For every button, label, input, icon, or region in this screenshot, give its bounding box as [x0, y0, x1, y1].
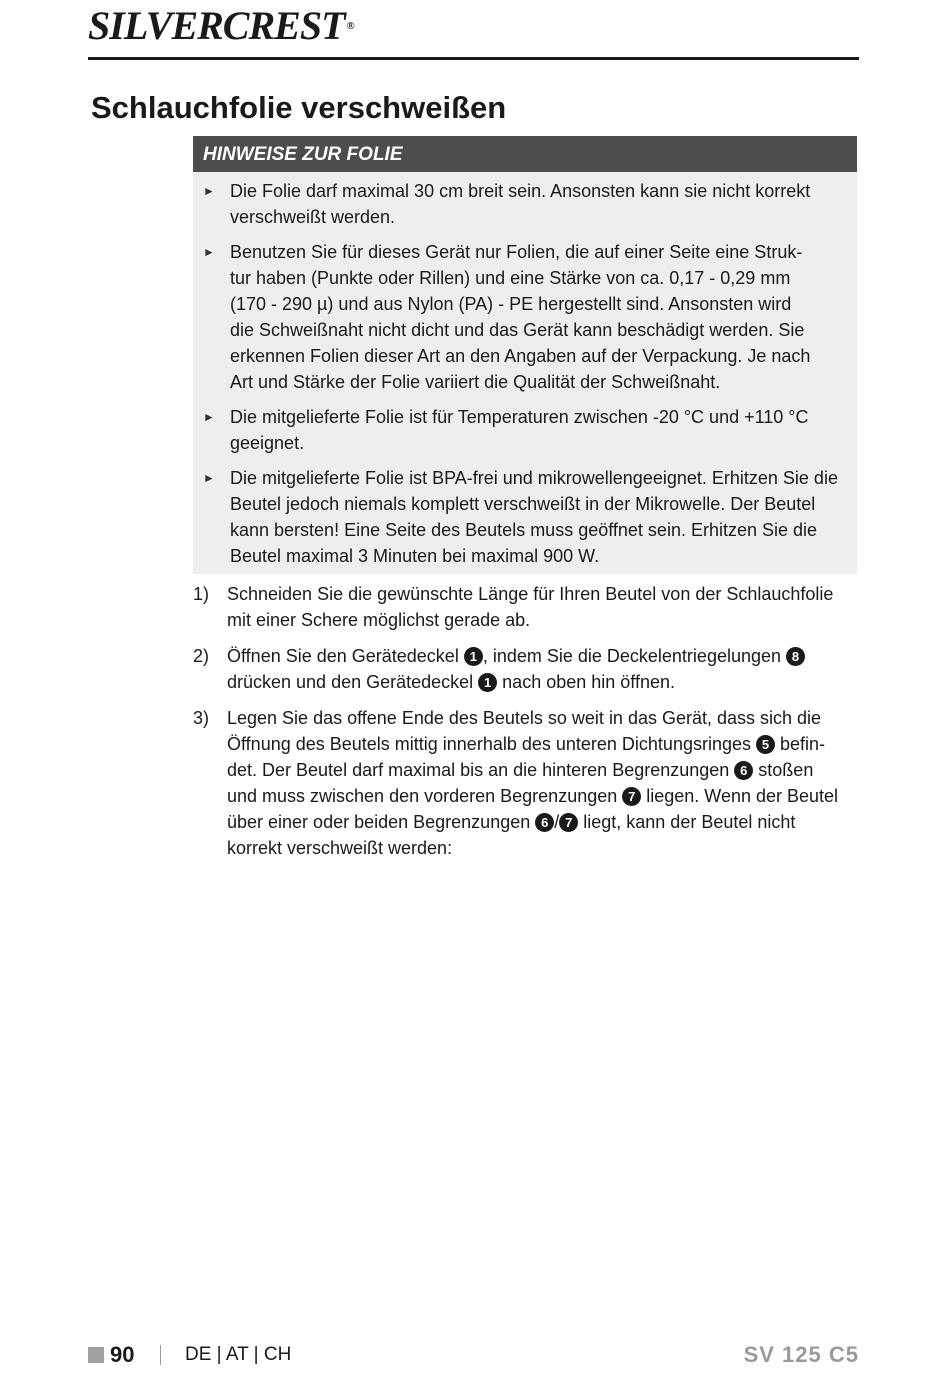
step-line: Legen Sie das offene Ende des Beutels so weit in das Gerät, dass sich die: [227, 708, 822, 728]
part-ref-badge: 1: [478, 673, 497, 692]
note-line: tur haben (Punkte oder Rillen) und eine Stärke von ca. 0,17 - 0,29 mm: [230, 268, 791, 288]
bullet-arrow-icon: ►: [203, 410, 215, 424]
step-text: liegen. Wenn der Beutel: [641, 786, 839, 806]
registered-mark: ®: [346, 20, 354, 32]
step-text: stoßen: [753, 760, 814, 780]
step-number: 3): [193, 708, 210, 728]
step-text: drücken und den Gerätedeckel: [227, 672, 479, 692]
part-ref-badge: 6: [535, 813, 554, 832]
page-marker-square-icon: [88, 1347, 104, 1363]
step-line: mit einer Schere möglichst gerade ab.: [227, 610, 531, 630]
note-item: [193, 404, 857, 456]
note-item: [193, 465, 857, 569]
step-text: befin-: [775, 734, 826, 754]
note-line: Die mitgelieferte Folie ist BPA-frei und mikrowellengeeignet. Erhitzen Sie die: [230, 468, 838, 488]
brand-name: SILVERCREST: [88, 3, 345, 48]
note-line: Benutzen Sie für dieses Gerät nur Folien, die auf einer Seite eine Struk-: [230, 242, 803, 262]
bullet-arrow-icon: ►: [203, 245, 215, 259]
footer-divider: [160, 1345, 161, 1365]
step-1: [193, 581, 859, 633]
step-line: [227, 643, 859, 669]
note-line: die Schweißnaht nicht dicht und das Gerät kann beschädigt werden. Sie: [230, 320, 805, 340]
step-text: Öffnung des Beutels mittig innerhalb des unteren Dichtungsringes: [227, 734, 756, 754]
part-ref-badge: 5: [756, 735, 775, 754]
brand-logo: [88, 3, 354, 48]
note-line: Die Folie darf maximal 30 cm breit sein. Ansonsten kann sie nicht korrekt: [230, 181, 811, 201]
step-line: [227, 809, 859, 835]
model-number: SV 125 C5: [743, 1342, 859, 1367]
note-line: erkennen Folien dieser Art an den Angaben auf der Verpackung. Je nach: [230, 346, 811, 366]
step-text: , indem Sie die Deckelentriegelungen: [482, 646, 787, 666]
step-line: [227, 731, 859, 757]
step-line: [227, 757, 859, 783]
step-text: nach oben hin öffnen.: [497, 672, 675, 692]
step-text: und muss zwischen den vorderen Begrenzungen: [227, 786, 623, 806]
step-text: liegt, kann der Beutel nicht: [578, 812, 796, 832]
note-line: geeignet.: [230, 433, 305, 453]
note-line: verschweißt werden.: [230, 207, 396, 227]
part-ref-badge: 6: [734, 761, 753, 780]
step-line: [227, 783, 859, 809]
note-heading: HINWEISE ZUR FOLIE: [193, 136, 857, 172]
step-2: [193, 643, 859, 695]
step-line: [227, 669, 859, 695]
step-text: Öffnen Sie den Gerätedeckel: [227, 646, 464, 666]
page-number: 90: [110, 1342, 135, 1367]
step-line: korrekt verschweißt werden:: [227, 838, 453, 858]
note-line: kann bersten! Eine Seite des Beutels muss geöffnet sein. Erhitzen Sie die: [230, 520, 818, 540]
note-line: Die mitgelieferte Folie ist für Temperaturen zwischen -20 °C und +110 °C: [230, 407, 809, 427]
step-text: det. Der Beutel darf maximal bis an die hinteren Begrenzungen: [227, 760, 735, 780]
note-box: [193, 136, 857, 574]
step-text: /: [554, 812, 560, 832]
note-item: [193, 239, 857, 395]
steps-list: [193, 581, 859, 871]
bullet-arrow-icon: ►: [203, 184, 215, 198]
page-footer: [88, 1340, 859, 1370]
step-number: 2): [193, 646, 210, 666]
part-ref-badge: 8: [786, 647, 805, 666]
country-codes: DE | AT | CH: [185, 1344, 292, 1365]
step-text: über einer oder beiden Begrenzungen: [227, 812, 536, 832]
part-ref-badge: 7: [622, 787, 641, 806]
bullet-arrow-icon: ►: [203, 471, 215, 485]
step-number: 1): [193, 584, 210, 604]
note-line: Beutel jedoch niemals komplett verschweißt in der Mikrowelle. Der Beutel: [230, 494, 816, 514]
part-ref-badge: 1: [464, 647, 483, 666]
step-3: [193, 705, 859, 861]
note-line: Art und Stärke der Folie variiert die Qualität der Schweißnaht.: [230, 372, 721, 392]
header-rule: [88, 57, 859, 60]
step-line: Schneiden Sie die gewünschte Länge für Ihren Beutel von der Schlauchfolie: [227, 584, 834, 604]
part-ref-badge: 7: [559, 813, 578, 832]
page-title: Schlauchfolie verschweißen: [91, 90, 507, 125]
note-line: Beutel maximal 3 Minuten bei maximal 900 W.: [230, 546, 600, 566]
note-list: [193, 172, 857, 569]
note-item: [193, 178, 857, 230]
note-line: (170 - 290 µ) und aus Nylon (PA) - PE hergestellt sind. Ansonsten wird: [230, 294, 792, 314]
